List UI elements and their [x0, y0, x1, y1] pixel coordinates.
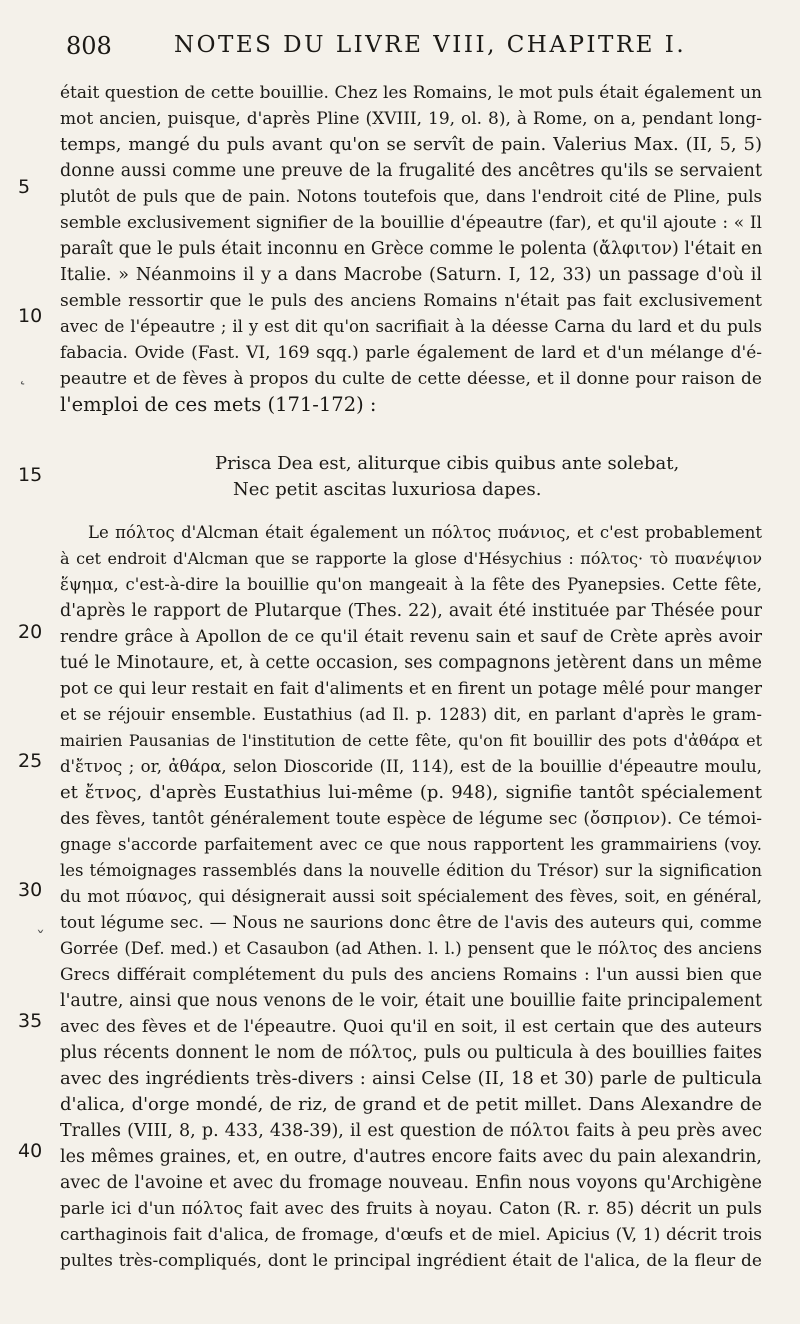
margin-mark: ˇ — [36, 928, 45, 949]
line-number: 5 — [18, 176, 31, 198]
line-number-gutter — [0, 0, 60, 1324]
text-line: tué le Minotaure, et, à cette occasion, ses compagnons jetèrent dans un même — [60, 653, 762, 673]
text-line: et ἔτνος, d'après Eustathius lui-même (p. 948), signifie tantôt spécialement — [60, 782, 762, 803]
text-line: parle ici d'un πόλτος fait avec des fruits à noyau. Caton (R. r. 85) décrit un puls — [60, 1199, 762, 1219]
line-number: 15 — [18, 464, 43, 486]
text-line: ἕψημα, c'est-à-dire la bouillie qu'on mangeait à la fête des Pyanepsies. Cette fête, — [60, 575, 762, 594]
line-number: 40 — [18, 1140, 43, 1162]
quote-line: Nec petit ascitas luxuriosa dapes. — [233, 479, 542, 500]
text-line: avec des ingrédients très-divers : ainsi Celse (II, 18 et 30) parle de pulticula — [60, 1068, 762, 1089]
text-line: semble exclusivement signifier de la bouillie d'épeautre (far), et qu'il ajoute : « Il — [60, 213, 762, 233]
running-title: NOTES DU LIVRE VIII, CHAPITRE I. — [174, 32, 687, 58]
text-line: mot ancien, puisque, d'après Pline (XVIII, 19, ol. 8), à Rome, on a, pendant long- — [60, 109, 762, 129]
page-number: 808 — [66, 32, 112, 60]
line-number: 10 — [18, 305, 43, 327]
text-line: avec des fèves et de l'épeautre. Quoi qu'il en soit, il est certain que des auteurs — [60, 1017, 762, 1037]
text-line: les témoignages rassemblés dans la nouvelle édition du Trésor) sur la signification — [60, 861, 762, 880]
text-line: Tralles (VIII, 8, p. 433, 438-39), il est question de πόλτοι faits à peu près avec — [60, 1121, 762, 1141]
text-line: Italie. » Néanmoins il y a dans Macrobe (Saturn. I, 12, 33) un passage d'où il — [60, 265, 762, 285]
text-line: l'emploi de ces mets (171-172) : — [60, 393, 377, 416]
text-line: pot ce qui leur restait en fait d'aliments et en firent un potage mêlé pour manger — [60, 679, 762, 699]
text-line: rendre grâce à Apollon de ce qu'il était revenu sain et sauf de Crète après avoir — [60, 627, 762, 647]
text-line: d'ἔτνος ; or, ἀθάρα, selon Dioscoride (II, 114), est de la bouillie d'épeautre moulu, — [60, 757, 762, 776]
text-line: à cet endroit d'Alcman que se rapporte la glose d'Hésychius : πόλτος· τὸ πυανέψιον — [60, 549, 762, 568]
text-line: Grecs différait complétement du puls des anciens Romains : l'un aussi bien que — [60, 965, 762, 985]
text-line: l'autre, ainsi que nous venons de le voir, était une bouillie faite principalement — [60, 991, 762, 1011]
margin-mark: ˛ — [18, 365, 27, 386]
line-number: 35 — [18, 1010, 43, 1032]
text-line: avec de l'avoine et avec du fromage nouveau. Enfin nous voyons qu'Archigène — [60, 1173, 762, 1193]
text-line: d'alica, d'orge mondé, de riz, de grand et de petit millet. Dans Alexandre de — [60, 1094, 762, 1115]
text-line: plutôt de puls que de pain. Notons toutefois que, dans l'endroit cité de Pline, puls — [60, 187, 762, 206]
line-number: 30 — [18, 879, 43, 901]
text-line: pultes très-compliqués, dont le principal ingrédient était de l'alica, de la fleur de — [60, 1251, 762, 1271]
text-line: d'après le rapport de Plutarque (Thes. 22), avait été instituée par Thésée pour — [60, 601, 762, 621]
text-line: était question de cette bouillie. Chez les Romains, le mot puls était également un — [60, 83, 762, 103]
line-number: 25 — [18, 750, 43, 772]
text-line: Le πόλτος d'Alcman était également un πόλτος πυάνιος, et c'est probablement — [88, 523, 762, 542]
text-line: tout légume sec. — Nous ne saurions donc être de l'avis des auteurs qui, comme — [60, 913, 762, 933]
text-line: donne aussi comme une preuve de la frugalité des ancêtres qu'ils se servaient — [60, 161, 762, 181]
text-line: des fèves, tantôt généralement toute espèce de légume sec (ὄσπριον). Ce témoi- — [60, 809, 762, 829]
line-number: 20 — [18, 621, 43, 643]
text-line: semble ressortir que le puls des anciens Romains n'était pas fait exclusivement — [60, 291, 762, 311]
text-line: peautre et de fèves à propos du culte de cette déesse, et il donne pour raison de — [60, 369, 762, 389]
text-line: temps, mangé du puls avant qu'on se servît de pain. Valerius Max. (II, 5, 5) — [60, 134, 762, 155]
text-line: gnage s'accorde parfaitement avec ce que nous rapportent les grammairiens (voy. — [60, 835, 762, 854]
text-line: plus récents donnent le nom de πόλτος, puls ou pulticula à des bouillies faites — [60, 1043, 762, 1063]
text-line: et se réjouir ensemble. Eustathius (ad Il. p. 1283) dit, en parlant d'après le gram- — [60, 705, 762, 724]
text-line: fabacia. Ovide (Fast. VI, 169 sqq.) parle également de lard et d'un mélange d'é- — [60, 343, 762, 363]
text-line: carthaginois fait d'alica, de fromage, d'œufs et de miel. Apicius (V, 1) décrit trois — [60, 1225, 762, 1245]
quote-line: Prisca Dea est, aliturque cibis quibus ante solebat, — [215, 453, 680, 474]
text-line: Gorrée (Def. med.) et Casaubon (ad Athen. l. l.) pensent que le πόλτος des anciens — [60, 939, 762, 958]
page-header — [66, 28, 780, 68]
text-line: paraît que le puls était inconnu en Grèce comme le polenta (ἄλφιτον) l'était en — [60, 239, 762, 259]
text-line: mairien Pausanias de l'institution de cette fête, qu'on fit bouillir des pots d'ἀθάρα et — [60, 731, 762, 750]
text-line: du mot πύανος, qui désignerait aussi soit spécialement des fèves, soit, en général, — [60, 887, 762, 906]
text-line: les mêmes graines, et, en outre, d'autres encore faits avec du pain alexandrin, — [60, 1147, 762, 1167]
text-line: avec de l'épeautre ; il y est dit qu'on sacrifiait à la déesse Carna du lard et du puls — [60, 317, 762, 336]
